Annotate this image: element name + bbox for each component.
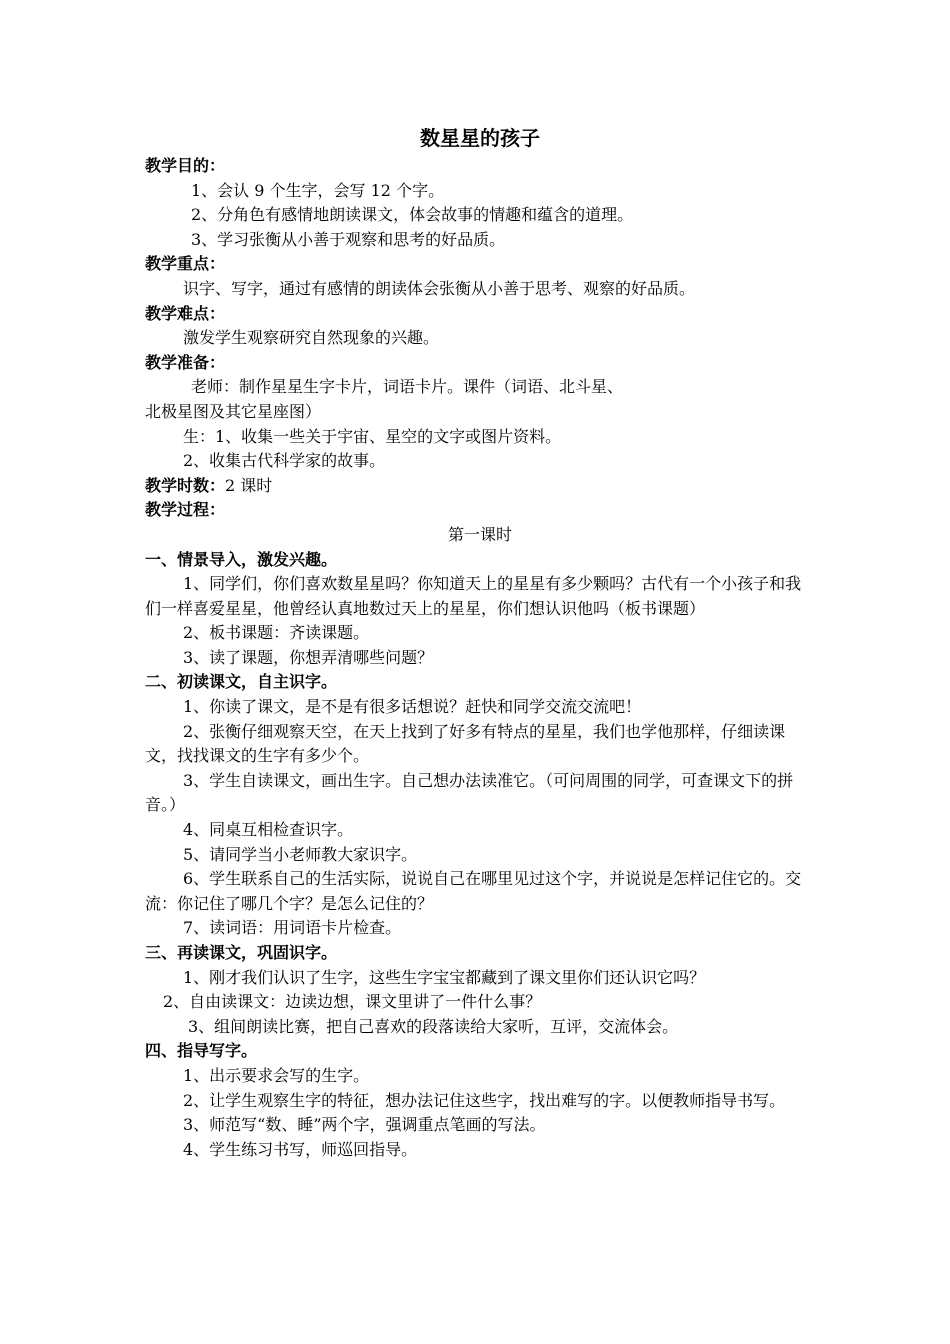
paragraph: 2、自由读课文：边读边想，课文里讲了一件什么事？ [163, 992, 542, 1012]
paragraph: 2、让学生观察生字的特征，想办法记住这些字，找出难写的字。以便教师指导书写。 [183, 1090, 786, 1110]
preparation-heading: 教学准备： [145, 352, 226, 372]
process-heading: 教学过程： [145, 500, 226, 520]
page-title: 数星星的孩子 [420, 126, 540, 150]
section-heading: 三、再读课文，巩固识字。 [145, 943, 338, 962]
teacher-preparation: 老师：制作星星生字卡片，词语卡片。课件（词语、北斗星、 [191, 377, 624, 397]
paragraph: 5、请同学当小老师教大家识字。 [183, 844, 418, 864]
difficulties-text: 激发学生观察研究自然现象的兴趣。 [183, 328, 440, 348]
paragraph: 3、读了课题，你想弄清哪些问题？ [183, 647, 434, 667]
key-points-text: 识字、写字，通过有感情的朗读体会张衡从小善于思考、观察的好品质。 [183, 278, 696, 298]
paragraph: 4、同桌互相检查识字。 [183, 820, 354, 840]
section-heading: 二、初读课文，自主识字。 [145, 672, 338, 692]
hours-heading: 教学时数： [145, 475, 226, 495]
section-heading: 四、指导写字。 [145, 1041, 258, 1061]
difficulties-heading: 教学难点： [145, 303, 226, 323]
hours-row [145, 474, 815, 499]
paragraph: 1、刚才我们认识了生字，这些生字宝宝都藏到了课文里你们还认识它吗？ [183, 967, 706, 987]
student-preparation: 2、收集古代科学家的故事。 [183, 451, 386, 471]
section-heading: 一、情景导入，激发兴趣。 [145, 549, 338, 569]
paragraph: 1、你读了课文，是不是有很多话想说？赶快和同学交流交流吧！ [183, 697, 642, 717]
goal-item: 1、会认 9 个生字，会写 12 个字。 [191, 180, 445, 200]
goal-item: 2、分角色有感情地朗读课文，体会故事的情趣和蕴含的道理。 [191, 205, 634, 225]
paragraph: 3、学生自读课文，画出生字。自己想办法读准它。（可问周围的同学，可查课文下的拼音。） [145, 770, 794, 815]
lesson-plan [145, 122, 815, 1162]
goal-item: 3、学习张衡从小善于观察和思考的好品质。 [191, 229, 506, 249]
key-points-heading: 教学重点： [145, 254, 226, 274]
hours-value: 2 课时 [225, 475, 273, 495]
student-preparation: 生：1、收集一些关于宇宙、星空的文字或图片资料。 [183, 426, 562, 446]
paragraph: 7、读词语：用词语卡片检查。 [183, 918, 402, 938]
paragraph: 3、师范写“数、睡”两个字，强调重点笔画的写法。 [183, 1115, 546, 1135]
paragraph: 1、同学们，你们喜欢数星星吗？你知道天上的星星有多少颗吗？古代有一个小孩子和我们一样喜爱星星，他曾经认真地数过天上的星星，你们想认识他吗（板书课题） [145, 574, 802, 618]
paragraph: 2、板书课题：齐读课题。 [183, 623, 370, 643]
teacher-preparation-cont: 北极星图及其它星座图） [145, 401, 322, 421]
paragraph: 1、出示要求会写的生字。 [183, 1065, 370, 1085]
paragraph: 6、学生联系自己的生活实际，说说自己在哪里见过这个字，并说说是怎样记住它的。交流：你记住了哪几个字？是怎么记住的？ [145, 869, 802, 913]
paragraph: 3、组间朗读比赛，把自己喜欢的段落读给大家听，互评，交流体会。 [188, 1016, 679, 1036]
lesson-label: 第一课时 [447, 524, 512, 544]
paragraph: 2、张衡仔细观察天空，在天上找到了好多有特点的星星，我们也学他那样，仔细读课文，找找课文的生字有多少个。 [145, 721, 786, 766]
goals-heading: 教学目的： [145, 156, 226, 175]
paragraph: 4、学生练习书写，师巡回指导。 [183, 1139, 418, 1159]
